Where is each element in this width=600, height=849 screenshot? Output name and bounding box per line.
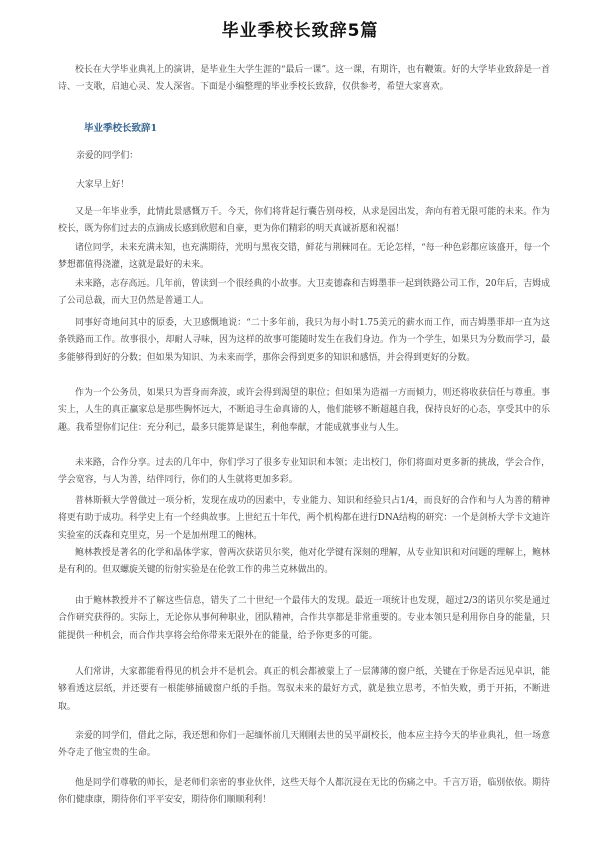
body-paragraph: 同事好奇地问其中的原委，大卫感慨地说：“二十多年前，我只为每小时1.75美元的薪水而工作，而吉姆墨菲却一直为这条铁路而工作。故事很小，却耐人寻味，因为这样的故事可能随时发生在我们身边。作为一个学生，如果只为分数而学习，最多能够得到好的分数；但如果为知识、为未来而学，那你会得到更多的知识和感悟，并会得到更好的分数。	[58, 318, 550, 363]
body-paragraph: 普林斯顿大学曾做过一项分析，发现在成功的因素中，专业能力、知识和经验只占1/4，而良好的合作和与人为善的精神将更有助于成功。科学史上有一个经典故事。上世纪五十年代，两个机构都在进行DNA结构的研究：一个是剑桥大学卡文迪许实验室的沃森和克里克，另一个是加州理工的鲍林。	[58, 496, 550, 541]
body-paragraph: 他是同学们尊敬的师长，是老师们亲密的事业伙伴，这些天每个人都沉浸在无比的伤痛之中。千言万语，临别依依。期待你们健康康，期待你们平平安安，期待你们顺顺利利！	[58, 778, 550, 806]
document-title: 毕业季校长致辞5篇	[221, 21, 379, 41]
body-paragraph: 鲍林教授是著名的化学和晶体学家，曾两次获诺贝尔奖，他对化学键有深刻的理解，从专业知识和对问题的理解上，鲍林是有利的。但双螺旋关键的衍射实验是在伦敦工作的弗兰克林做出的。	[58, 548, 550, 576]
body-paragraph: 亲爱的同学们，借此之际，我还想和你们一起缅怀前几天刚刚去世的吴平副校长，他本应主持今天的毕业典礼，但一场意外夺走了他宝贵的生命。	[58, 731, 550, 759]
body-paragraph: 由于鲍林教授并不了解这些信息，错失了二十世纪一个最伟大的发现。最近一项统计也发现，超过2/3的诺贝尔奖是通过合作研究获得的。实际上，无论你从事何种职业，团队精神，合作共享都是非常重要的。专业本领只是利用你自身的能量，只能提供一种机会，而合作共享将会给你带来无限外在的能量，给予你更多的可能。	[58, 596, 550, 641]
body-paragraph: 诸位同学，未来充满未知，也充满期待，光明与黑夜交错，鲜花与荆棘同在。无论怎样，“每一种色彩都应该盛开，每一个梦想都值得浇灌，这就是最好的未来。	[58, 243, 550, 271]
body-paragraph: 人们常讲，大家都能看得见的机会并不是机会。真正的机会都被蒙上了一层薄薄的窗户纸，关键在于你是否远见卓识，能够看透这层纸，并还要有一根能够捅破窗户纸的手指。驾驭未来的最好方式，就是独立思考，不怕失败，勇于开拓，不断进取。	[58, 667, 550, 712]
salutation: 亲爱的同学们：	[76, 151, 139, 161]
body-paragraph: 又是一年毕业季，此情此景感慨万千。今天，你们将背起行囊告别母校，从求是园出发，奔向有着无限可能的未来。作为校长，既为你们过去的点滴成长感到欣慰和自豪，更为你们精彩的明天真诚祈愿和祝福！	[58, 207, 550, 235]
body-paragraph: 未来路，志存高远。几年前，曾读到一个很经典的小故事。大卫麦德森和吉姆墨菲一起到铁路公司工作，20年后，吉姆成了公司总裁，而大卫仍然是普通工人。	[58, 279, 550, 307]
morning-greeting: 大家早上好！	[76, 180, 130, 190]
intro-paragraph: 校长在大学毕业典礼上的演讲，是毕业生大学生涯的“最后一课”。这一课，有期许，也有鞭策。好的大学毕业致辞是一首诗、一支歌，启迪心灵、发人深省。下面是小编整理的毕业季校长致辞，仅供参考，希望大家喜欢。	[58, 65, 550, 93]
section-heading: 毕业季校长致辞1	[84, 123, 158, 134]
body-paragraph: 未来路，合作分享。过去的几年中，你们学习了很多专业知识和本领；走出校门，你们将面对更多新的挑战，学会合作，学会宽容，与人为善，结伴同行，你们的人生就将更加多彩。	[58, 458, 550, 486]
body-paragraph: 作为一个公务员，如果只为晋身而奔波，或许会得到渴望的职位；但如果为造福一方而倾力，则还将收获信任与尊重。事实上，人生的真正赢家总是那些胸怀远大，不断追寻生命真谛的人，他们能够不断超越自我，保持良好的心态，享受其中的乐趣。我希望你们记住：充分利己，最多只能算是谋生，利他奉献，才能成就事业与人生。	[58, 388, 550, 433]
